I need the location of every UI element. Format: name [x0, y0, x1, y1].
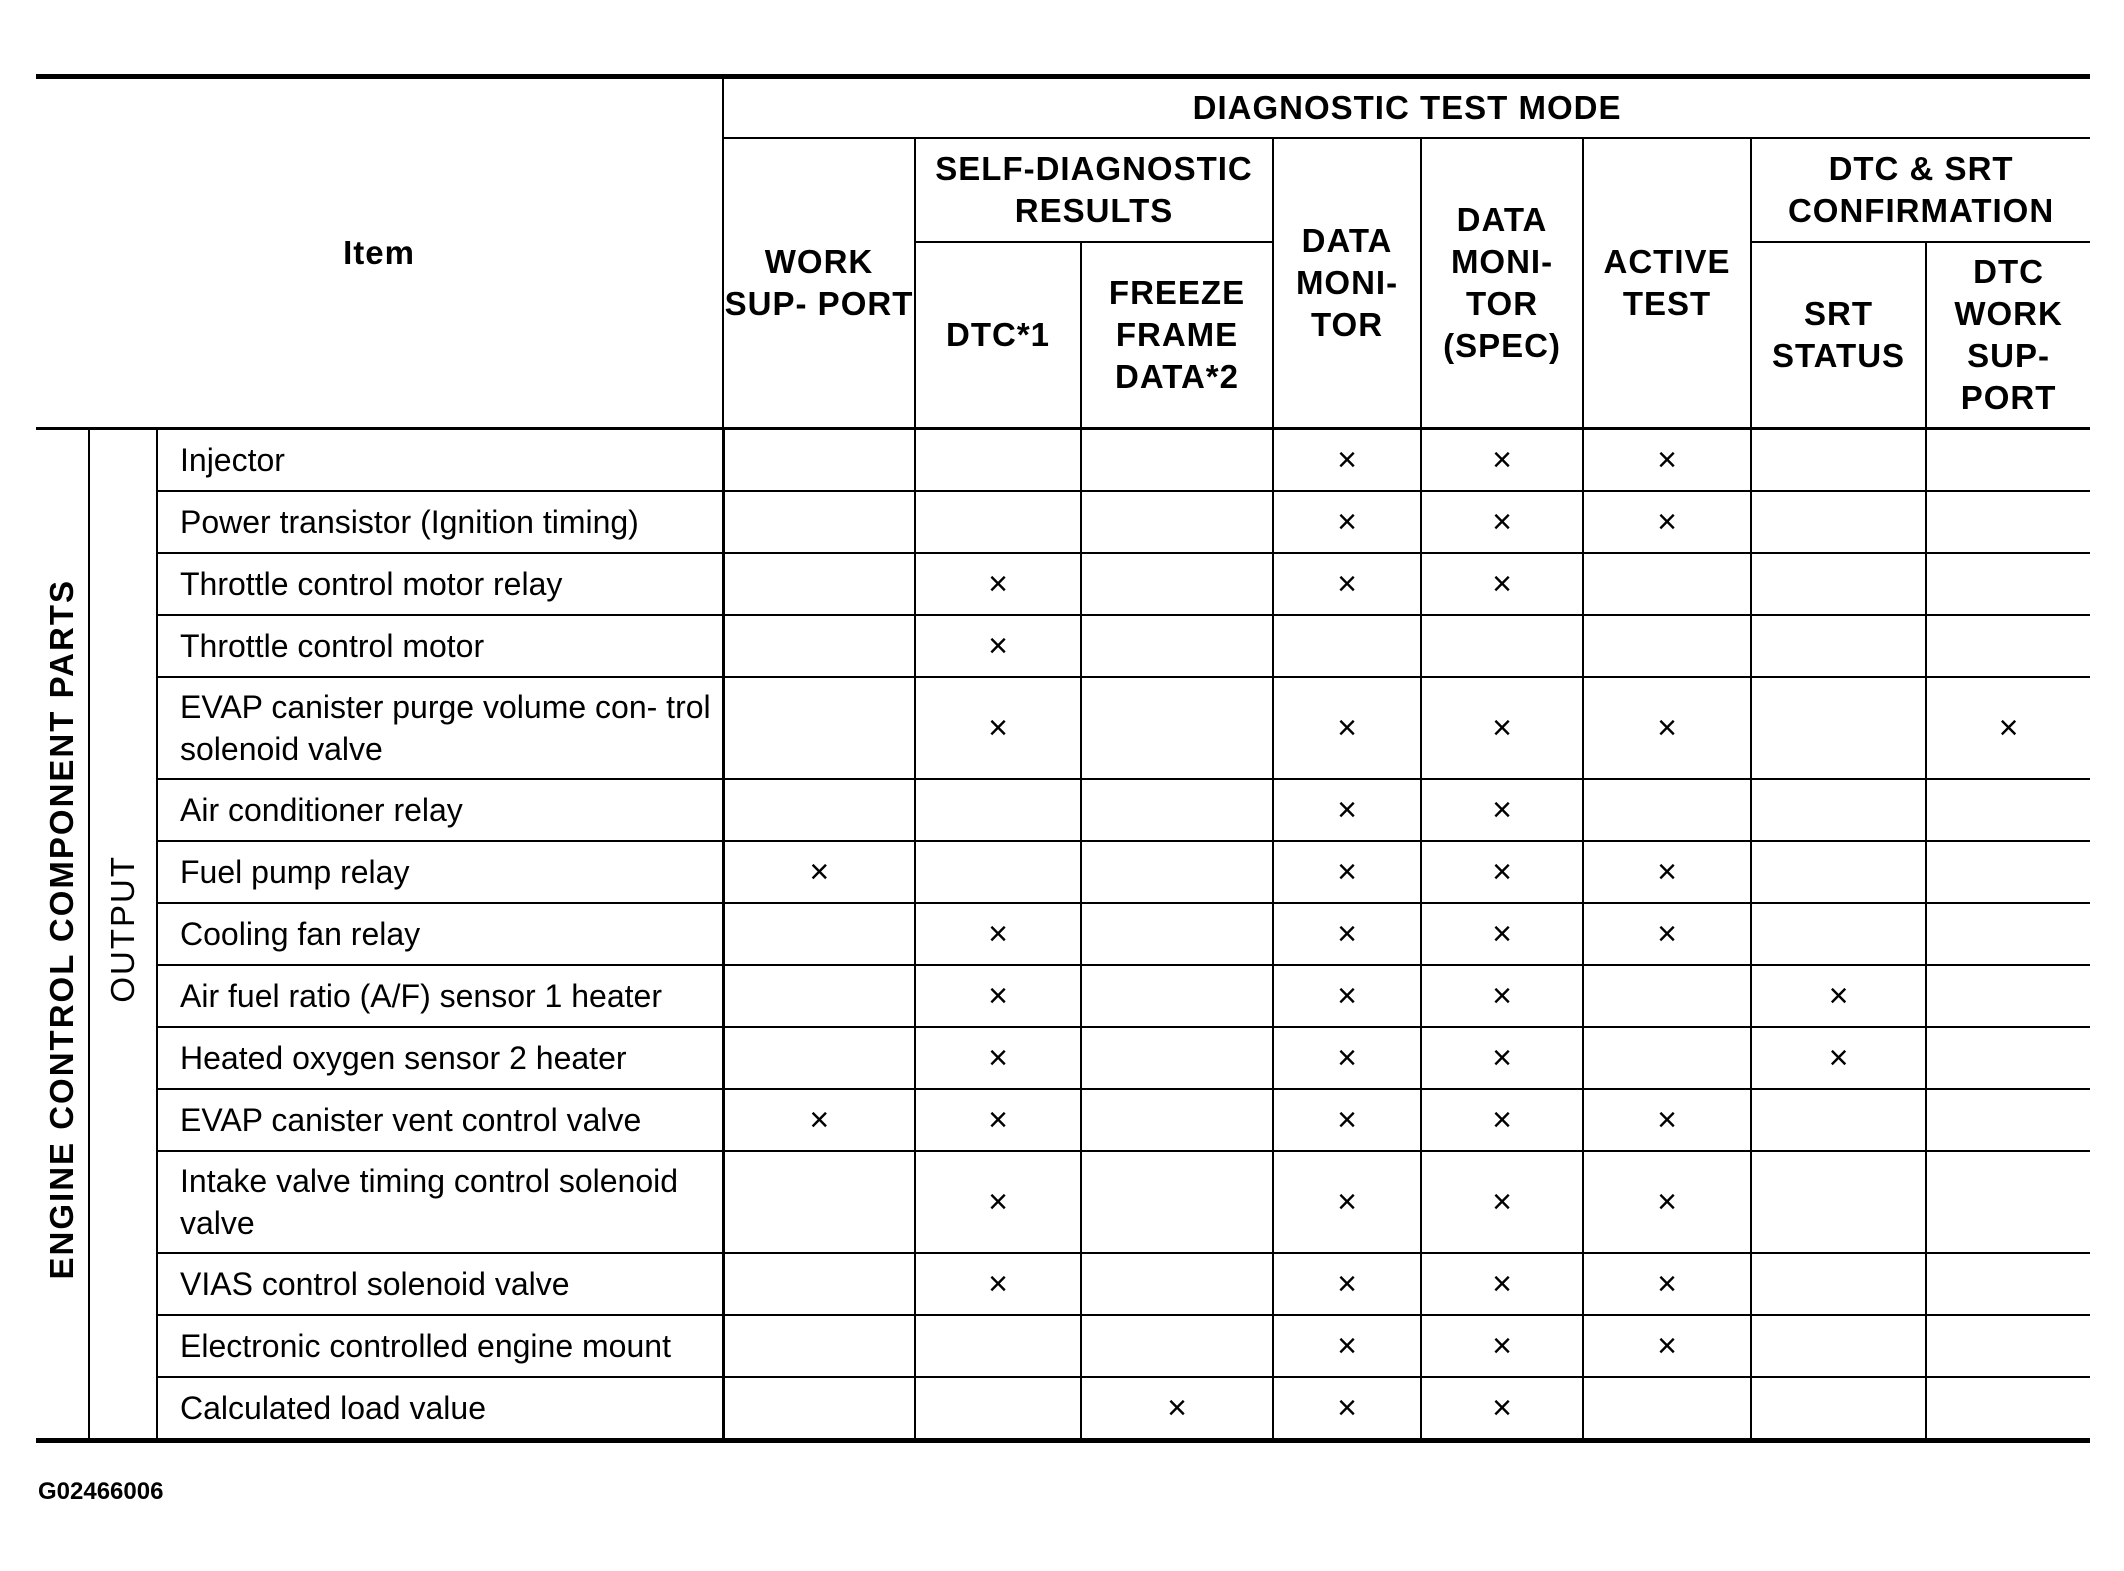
mark-cell: × — [1273, 1377, 1421, 1441]
table-row — [36, 1089, 2090, 1151]
mark-cell: × — [1583, 1089, 1751, 1151]
mark-cell — [1081, 677, 1273, 779]
mark-cell — [1583, 1377, 1751, 1441]
item-name: Fuel pump relay — [157, 841, 723, 903]
mark-cell — [1081, 1315, 1273, 1377]
item-column-header: Item — [36, 77, 723, 429]
mark-cell — [1926, 429, 2090, 492]
mark-cell: × — [1421, 1315, 1583, 1377]
mark-cell: × — [1421, 841, 1583, 903]
mark-cell: × — [1273, 553, 1421, 615]
mark-cell — [1583, 1027, 1751, 1089]
mark-cell: × — [915, 615, 1081, 677]
mark-cell: × — [915, 1151, 1081, 1253]
mark-cell: × — [1583, 429, 1751, 492]
mark-cell — [1926, 841, 2090, 903]
freeze-frame-data-header: FREEZE FRAME DATA*2 — [1081, 242, 1273, 429]
mark-cell — [723, 491, 915, 553]
mark-cell — [1751, 615, 1926, 677]
mark-cell: × — [1421, 491, 1583, 553]
mark-cell — [1421, 615, 1583, 677]
mark-cell — [723, 1253, 915, 1315]
figure-code: G02466006 — [38, 1478, 164, 1505]
mark-cell: × — [1273, 1027, 1421, 1089]
mark-cell — [1926, 903, 2090, 965]
mark-cell: × — [915, 553, 1081, 615]
mark-cell — [723, 677, 915, 779]
mark-cell: × — [1421, 1089, 1583, 1151]
mark-cell — [723, 1377, 915, 1441]
mark-cell — [1081, 1151, 1273, 1253]
mark-cell — [1583, 553, 1751, 615]
category-label: ENGINE CONTROL COMPONENT PARTS — [43, 578, 80, 1280]
mark-cell: × — [723, 1089, 915, 1151]
mark-cell: × — [1421, 553, 1583, 615]
item-name: Power transistor (Ignition timing) — [157, 491, 723, 553]
mark-cell: × — [1273, 677, 1421, 779]
mark-cell — [1081, 429, 1273, 492]
mark-cell — [1926, 491, 2090, 553]
mark-cell — [1751, 429, 1926, 492]
mark-cell — [723, 779, 915, 841]
item-name: Injector — [157, 429, 723, 492]
dtc-work-support-header: DTC WORK SUP- PORT — [1926, 242, 2090, 429]
item-name: Electronic controlled engine mount — [157, 1315, 723, 1377]
mark-cell — [915, 429, 1081, 492]
mark-cell — [1926, 1315, 2090, 1377]
dtc-header: DTC*1 — [915, 242, 1081, 429]
mark-cell — [1751, 491, 1926, 553]
mark-cell — [1751, 841, 1926, 903]
mark-cell — [1081, 903, 1273, 965]
mark-cell — [1751, 903, 1926, 965]
mark-cell: × — [1273, 1089, 1421, 1151]
table-row — [36, 615, 2090, 677]
mark-cell: × — [1081, 1377, 1273, 1441]
mark-cell: × — [1421, 429, 1583, 492]
item-name: Intake valve timing control solenoid valve — [157, 1151, 723, 1253]
table-row — [36, 779, 2090, 841]
mark-cell: × — [1421, 779, 1583, 841]
table-row — [36, 1253, 2090, 1315]
mark-cell — [1081, 965, 1273, 1027]
mark-cell: × — [1273, 491, 1421, 553]
category-cell — [36, 429, 89, 1441]
mark-cell: × — [1751, 965, 1926, 1027]
mark-cell — [1926, 1089, 2090, 1151]
mark-cell: × — [1583, 903, 1751, 965]
item-name: Heated oxygen sensor 2 heater — [157, 1027, 723, 1089]
srt-status-header: SRT STATUS — [1751, 242, 1926, 429]
mark-cell — [1583, 779, 1751, 841]
table-row — [36, 1377, 2090, 1441]
mark-cell — [723, 1027, 915, 1089]
mark-cell — [915, 1377, 1081, 1441]
mark-cell: × — [1421, 677, 1583, 779]
table-row — [36, 1151, 2090, 1253]
diagnostic-test-mode-table — [36, 74, 2090, 1443]
mark-cell: × — [1926, 677, 2090, 779]
item-name: Throttle control motor — [157, 615, 723, 677]
diagnostic-test-mode-header: DIAGNOSTIC TEST MODE — [723, 77, 2090, 139]
mark-cell: × — [1421, 1377, 1583, 1441]
mark-cell — [1926, 615, 2090, 677]
mark-cell: × — [1751, 1027, 1926, 1089]
mark-cell — [1751, 779, 1926, 841]
dtc-srt-confirmation-header: DTC & SRT CONFIRMATION — [1751, 138, 2090, 242]
mark-cell — [723, 1315, 915, 1377]
mark-cell: × — [1273, 779, 1421, 841]
item-name: Air conditioner relay — [157, 779, 723, 841]
mark-cell — [1751, 553, 1926, 615]
item-name: Throttle control motor relay — [157, 553, 723, 615]
mark-cell — [1926, 553, 2090, 615]
mark-cell: × — [915, 965, 1081, 1027]
mark-cell: × — [1273, 1315, 1421, 1377]
mark-cell — [1926, 1151, 2090, 1253]
mark-cell — [1081, 779, 1273, 841]
mark-cell: × — [1421, 1151, 1583, 1253]
table-row — [36, 903, 2090, 965]
mark-cell — [1751, 1253, 1926, 1315]
mark-cell — [723, 965, 915, 1027]
table-row — [36, 841, 2090, 903]
mark-cell: × — [1273, 1253, 1421, 1315]
mark-cell — [1081, 491, 1273, 553]
table-row — [36, 965, 2090, 1027]
table-row — [36, 1027, 2090, 1089]
item-name: VIAS control solenoid valve — [157, 1253, 723, 1315]
mark-cell — [1273, 615, 1421, 677]
item-name: Calculated load value — [157, 1377, 723, 1441]
mark-cell: × — [1583, 491, 1751, 553]
mark-cell: × — [1583, 677, 1751, 779]
mark-cell — [1751, 1315, 1926, 1377]
table-row — [36, 553, 2090, 615]
mark-cell — [1926, 1027, 2090, 1089]
mark-cell — [1583, 965, 1751, 1027]
work-support-header: WORK SUP- PORT — [723, 138, 915, 429]
table-row — [36, 491, 2090, 553]
table-body — [36, 429, 2090, 1441]
mark-cell — [1081, 615, 1273, 677]
mark-cell — [1751, 1089, 1926, 1151]
mark-cell: × — [1421, 1253, 1583, 1315]
mark-cell — [1751, 1151, 1926, 1253]
item-name: EVAP canister purge volume con- trol solenoid valve — [157, 677, 723, 779]
mark-cell: × — [1273, 429, 1421, 492]
mark-cell — [1081, 1253, 1273, 1315]
mark-cell — [723, 615, 915, 677]
subcategory-label: OUTPUT — [104, 855, 141, 1003]
active-test-header: ACTIVE TEST — [1583, 138, 1751, 429]
data-monitor-header: DATA MONI- TOR — [1273, 138, 1421, 429]
mark-cell — [915, 1315, 1081, 1377]
mark-cell: × — [1583, 841, 1751, 903]
item-name: Cooling fan relay — [157, 903, 723, 965]
mark-cell — [1751, 677, 1926, 779]
table-row — [36, 677, 2090, 779]
mark-cell — [723, 903, 915, 965]
data-monitor-spec-header: DATA MONI- TOR (SPEC) — [1421, 138, 1583, 429]
item-name: Air fuel ratio (A/F) sensor 1 heater — [157, 965, 723, 1027]
mark-cell: × — [1583, 1253, 1751, 1315]
mark-cell — [723, 553, 915, 615]
mark-cell: × — [1421, 1027, 1583, 1089]
mark-cell: × — [1273, 841, 1421, 903]
mark-cell: × — [1421, 903, 1583, 965]
mark-cell — [1081, 553, 1273, 615]
mark-cell: × — [915, 1253, 1081, 1315]
mark-cell: × — [1583, 1315, 1751, 1377]
mark-cell: × — [1273, 965, 1421, 1027]
mark-cell — [1751, 1377, 1926, 1441]
mark-cell — [915, 491, 1081, 553]
mark-cell — [1081, 1027, 1273, 1089]
table-header — [36, 77, 2090, 429]
mark-cell — [915, 841, 1081, 903]
item-name: EVAP canister vent control valve — [157, 1089, 723, 1151]
mark-cell: × — [915, 903, 1081, 965]
mark-cell — [1926, 1253, 2090, 1315]
mark-cell — [915, 779, 1081, 841]
table-row — [36, 1315, 2090, 1377]
mark-cell — [1081, 1089, 1273, 1151]
mark-cell — [1926, 965, 2090, 1027]
mark-cell: × — [915, 677, 1081, 779]
mark-cell: × — [1273, 903, 1421, 965]
table-row — [36, 429, 2090, 492]
mark-cell: × — [915, 1089, 1081, 1151]
mark-cell: × — [1583, 1151, 1751, 1253]
mark-cell — [1081, 841, 1273, 903]
mark-cell — [1926, 779, 2090, 841]
diagnostic-table-container — [36, 74, 2090, 1443]
mark-cell: × — [1273, 1151, 1421, 1253]
mark-cell — [723, 1151, 915, 1253]
mark-cell: × — [915, 1027, 1081, 1089]
self-diagnostic-results-header: SELF-DIAGNOSTIC RESULTS — [915, 138, 1273, 242]
mark-cell: × — [723, 841, 915, 903]
subcategory-cell — [89, 429, 157, 1441]
mark-cell: × — [1421, 965, 1583, 1027]
mark-cell — [723, 429, 915, 492]
mark-cell — [1583, 615, 1751, 677]
mark-cell — [1926, 1377, 2090, 1441]
